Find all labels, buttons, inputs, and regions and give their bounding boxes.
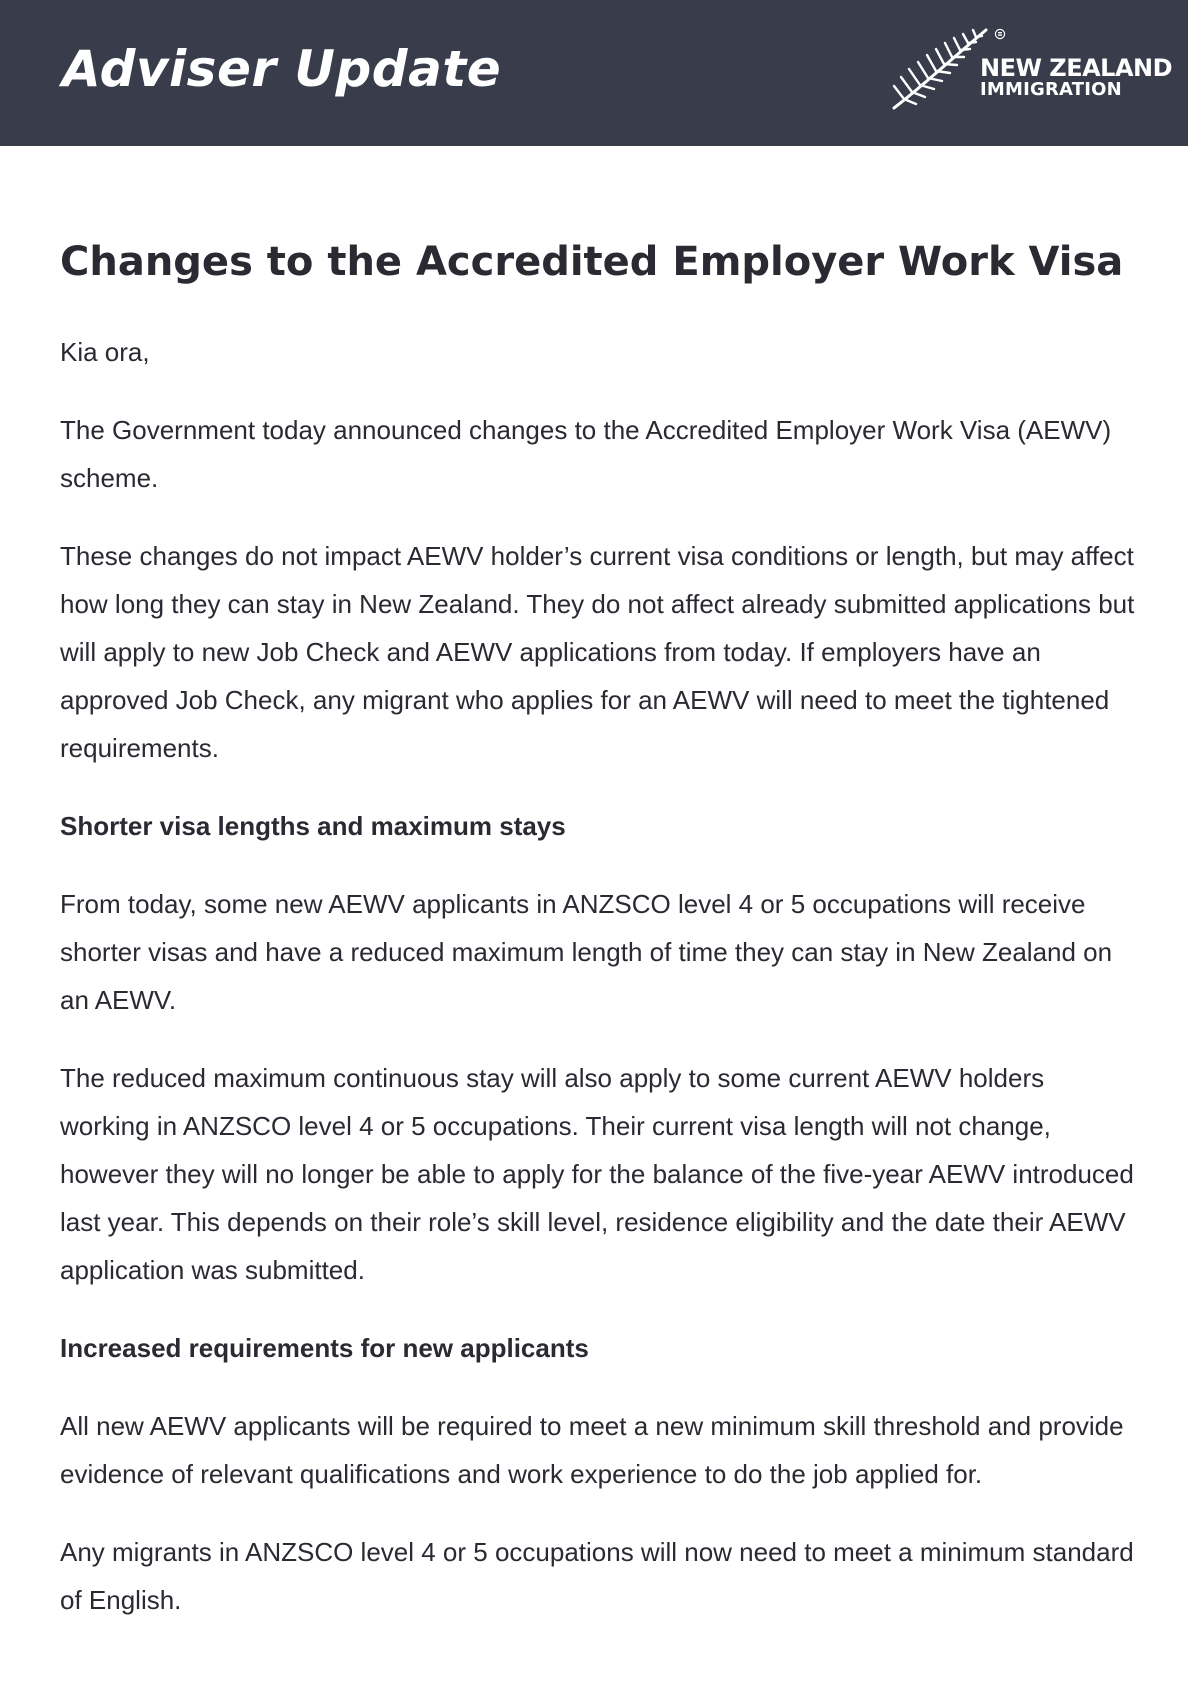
intro-paragraph-1: The Government today announced changes to the Accredited Employer Work Visa (AEWV) scheme. [60,415,1112,493]
nz-immigration-logo[interactable] [890,26,1173,112]
newsletter-title: Adviser Update [62,40,502,98]
fern-icon [890,26,994,112]
page-title: Changes to the Accredited Employer Work Visa [60,239,1124,285]
intro-paragraph-2: These changes do not impact AEWV holder’s current visa conditions or length, but may affect how long they can stay in New Zealand. They do not affect already submitted applications but will apply to new Job Check and AEWV applications from today. If employers have an approved Job Check, any migrant who applies for an AEWV will need to meet the tightened requirements. [60,541,1135,763]
logo-line-new-zealand: NEW ZEALAND [980,54,1173,82]
article-body [60,236,1140,1624]
visa-lengths-paragraph-2: The reduced maximum continuous stay will also apply to some current AEWV holders working in ANZSCO level 4 or 5 occupations. Their current visa length will not change, however they will no longer be able to apply for the balance of the five-year AEWV introduced last year. This depends on their role’s skill level, residence eligibility and the date their AEWV application was submitted. [60,1063,1134,1285]
section-heading-visa-lengths: Shorter visa lengths and maximum stays [60,811,566,841]
registered-mark-icon [994,28,1006,40]
logo-wordmark [980,56,1172,100]
requirements-paragraph-1: All new AEWV applicants will be required to meet a new minimum skill threshold and provide evidence of relevant qualifications and work experience to do the job applied for. [60,1411,1124,1489]
greeting: Kia ora, [60,337,150,367]
requirements-paragraph-2: Any migrants in ANZSCO level 4 or 5 occupations will now need to meet a minimum standard of English. [60,1537,1134,1615]
logo-line-immigration: IMMIGRATION [980,79,1122,100]
header-banner [0,0,1188,146]
visa-lengths-paragraph-1: From today, some new AEWV applicants in ANZSCO level 4 or 5 occupations will receive shorter visas and have a reduced maximum length of time they can stay in New Zealand on an AEWV. [60,889,1113,1015]
section-heading-requirements: Increased requirements for new applicants [60,1333,589,1363]
